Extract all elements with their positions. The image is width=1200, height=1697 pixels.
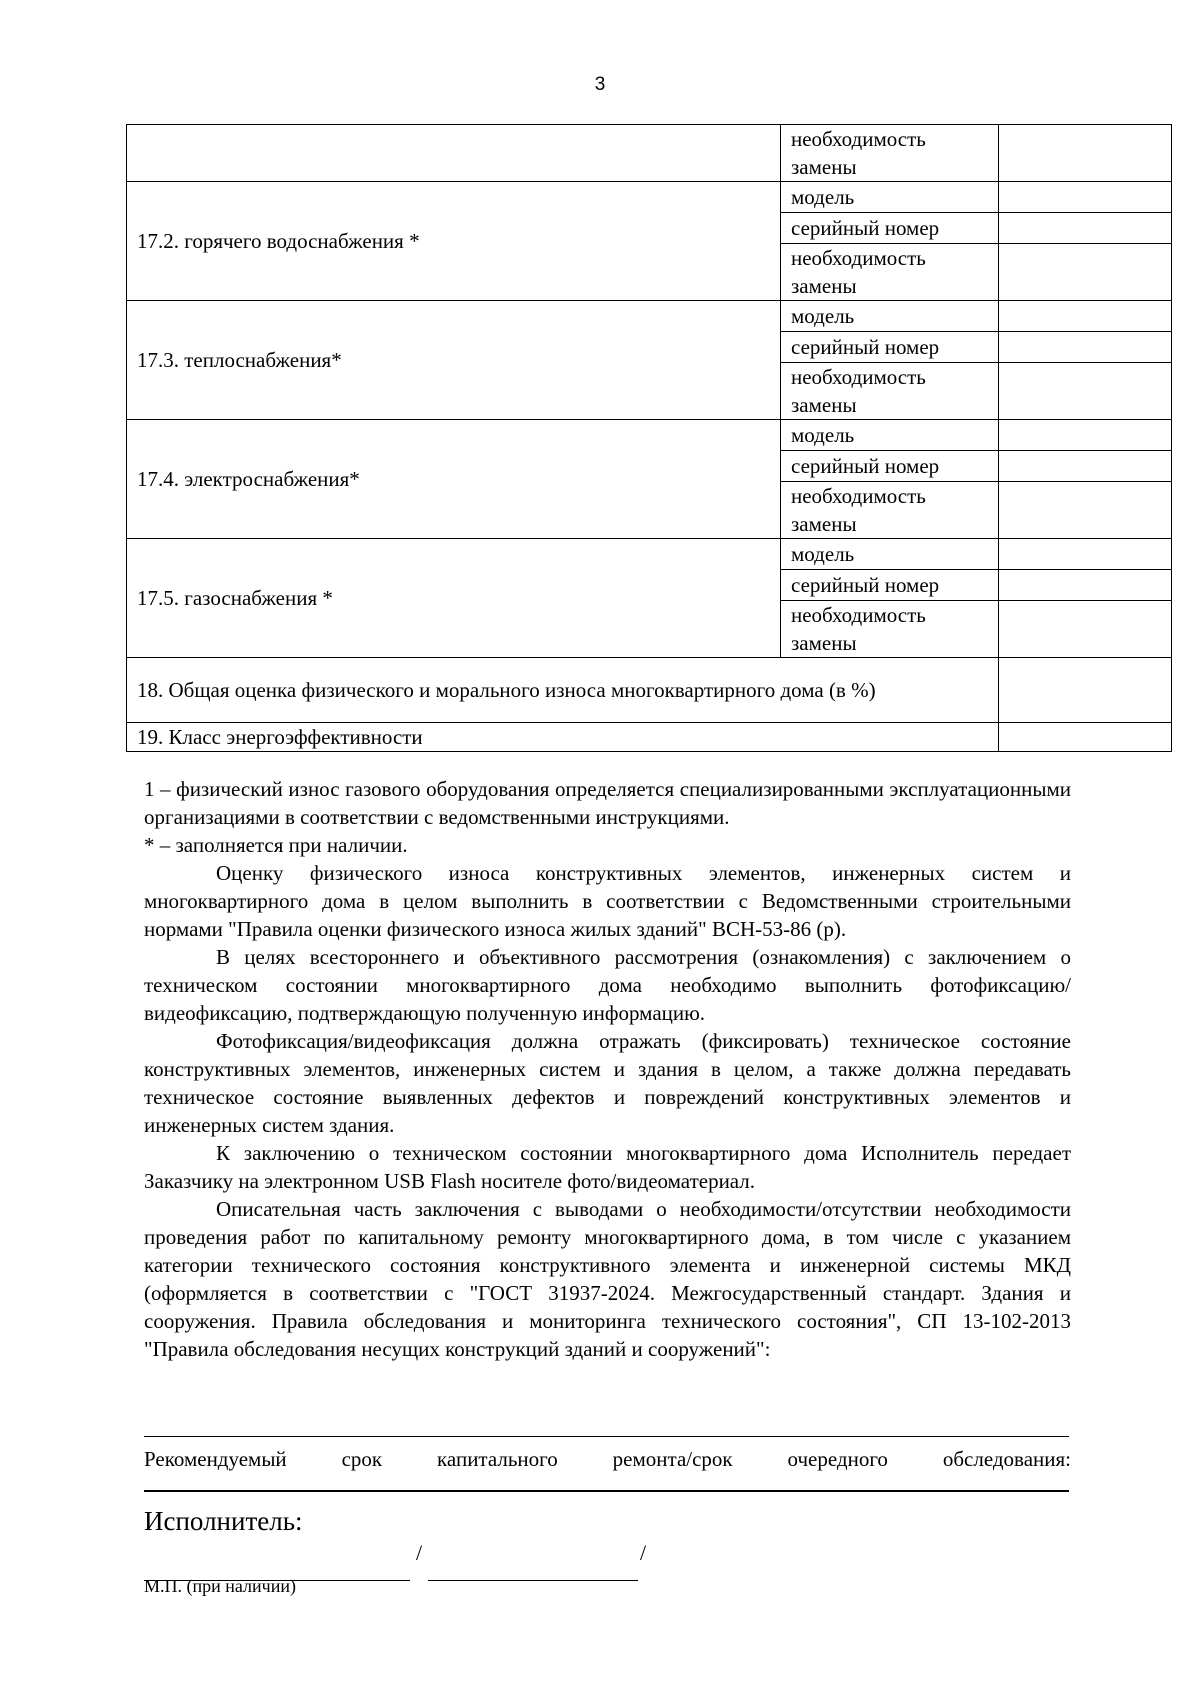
table-row bbox=[127, 301, 1172, 332]
name-line bbox=[428, 1560, 638, 1581]
table-row bbox=[127, 658, 1172, 723]
page-number: 3 bbox=[594, 74, 606, 95]
divider-line bbox=[144, 1436, 1069, 1437]
table-sub-label: модель bbox=[781, 420, 999, 451]
table-sub-label: модель bbox=[781, 539, 999, 570]
paragraph-photo-fixation: В целях всестороннего и объективного рассмотрения (ознакомления) с заключением о техническом состоянии многоквартирного дома необходимо выполнить фотофиксацию/видеофиксацию, подтверждающую полученную информацию. bbox=[144, 945, 1071, 1025]
paragraph-wear-assessment: Оценку физического износа конструктивных элементов, инженерных систем и многоквартирного дома в целом выполнить в соответствии с Ведомственными строительными нормами "Правила оценки физического износа жилых зданий" ВСН-53-86 (р). bbox=[144, 861, 1071, 941]
table-row bbox=[127, 125, 1172, 182]
table-summary-label: 18. Общая оценка физического и морального износа многоквартирного дома (в %) bbox=[127, 658, 999, 723]
separator-slash: / bbox=[416, 1540, 423, 1565]
table-energy-class-label: 19. Класс энергоэффективности bbox=[127, 723, 999, 752]
table-value-cell bbox=[999, 570, 1172, 601]
notes-section bbox=[144, 775, 1071, 1363]
table-group-label: 17.5. газоснабжения * bbox=[127, 539, 781, 658]
table-value-cell bbox=[999, 658, 1172, 723]
table-value-cell bbox=[999, 182, 1172, 213]
stamp-note: М.П. (при наличии) bbox=[144, 1576, 296, 1596]
table-cell-empty bbox=[127, 125, 781, 182]
footnote-1: 1 – физический износ газового оборудования определяется специализированными эксплуатационными организациями в соответствии с ведомственными инструкциями. bbox=[144, 777, 1071, 829]
table-value-cell bbox=[999, 451, 1172, 482]
paragraph-photo-requirements: Фотофиксация/видеофиксация должна отражать (фиксировать) техническое состояние конструктивных элементов, инженерных систем и здания в целом, а также должна передавать техническое состояние выявленных дефектов и повреждений конструктивных элементов и инженерных систем здания. bbox=[144, 1029, 1071, 1137]
recommended-term: Рекомендуемый срок капитального ремонта/срок очередного обследования: bbox=[144, 1447, 1071, 1471]
table-sub-label: серийный номер bbox=[781, 332, 999, 363]
table-group-label: 17.3. теплоснабжения* bbox=[127, 301, 781, 420]
table-sub-label: модель bbox=[781, 182, 999, 213]
table-value-cell bbox=[999, 601, 1172, 658]
paragraph-usb-transfer: К заключению о техническом состоянии многоквартирного дома Исполнитель передает Заказчику на электронном USB Flash носителе фото/видеоматериал. bbox=[144, 1141, 1071, 1193]
inspection-table bbox=[126, 124, 1172, 752]
separator-slash: / bbox=[640, 1540, 647, 1565]
table-row bbox=[127, 182, 1172, 213]
table-group-label: 17.4. электроснабжения* bbox=[127, 420, 781, 539]
paragraph-description: Описательная часть заключения с выводами о необходимости/отсутствии необходимости проведения работ по капитальному ремонту многоквартирного дома, в том числе с указанием категории технического состояния конструктивного элемента и инженерной системы МКД (оформляется в соответствии с "ГОСТ 31937-2024. Межгосударственный стандарт. Здания и сооружения. Правила обследования и мониторинга технического состояния", СП 13-102-2013 "Правила обследования несущих конструкций зданий и сооружений": bbox=[144, 1197, 1071, 1361]
table-row bbox=[127, 420, 1172, 451]
table-value-cell bbox=[999, 363, 1172, 420]
table-sub-label: серийный номер bbox=[781, 570, 999, 601]
table-value-cell bbox=[999, 420, 1172, 451]
table-sub-label: необходимость замены bbox=[781, 244, 999, 301]
table-group-label: 17.2. горячего водоснабжения * bbox=[127, 182, 781, 301]
table-sub-label: необходимость замены bbox=[781, 363, 999, 420]
table-sub-label: необходимость замены bbox=[781, 482, 999, 539]
table-row bbox=[127, 539, 1172, 570]
table-sub-label: серийный номер bbox=[781, 451, 999, 482]
table-value-cell bbox=[999, 539, 1172, 570]
table-sub-label: необходимость замены bbox=[781, 125, 999, 182]
table-value-cell bbox=[999, 213, 1172, 244]
table-value-cell bbox=[999, 301, 1172, 332]
table-sub-label: необходимость замены bbox=[781, 601, 999, 658]
executor-label: Исполнитель: bbox=[144, 1506, 303, 1536]
table-row bbox=[127, 723, 1172, 752]
table-value-cell bbox=[999, 244, 1172, 301]
table-value-cell bbox=[999, 482, 1172, 539]
divider-line bbox=[144, 1490, 1069, 1492]
footnote-star: * – заполняется при наличии. bbox=[144, 833, 408, 857]
table-value-cell bbox=[999, 125, 1172, 182]
table-value-cell bbox=[999, 723, 1172, 752]
table-sub-label: серийный номер bbox=[781, 213, 999, 244]
table-value-cell bbox=[999, 332, 1172, 363]
table-sub-label: модель bbox=[781, 301, 999, 332]
